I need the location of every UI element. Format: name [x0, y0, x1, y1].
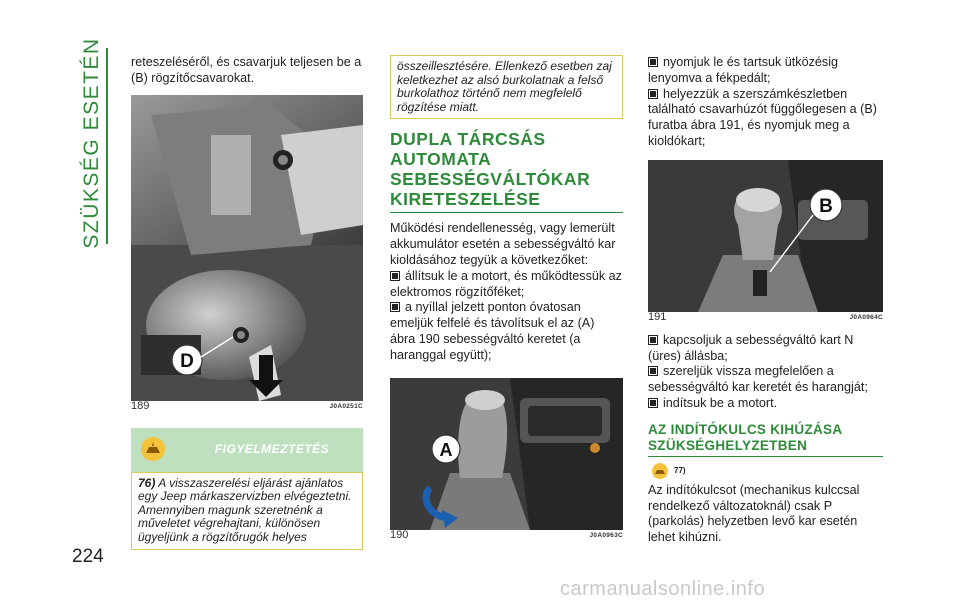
gear-shifter-photo: [390, 378, 623, 530]
step-bullet-icon: [648, 89, 658, 99]
figure-190: [390, 378, 623, 543]
figure-191: [648, 160, 883, 325]
section-rule: [106, 48, 108, 244]
step-item: a nyíllal jelzett ponton óvatosan emeljük felfelé és távolítsuk el az (A) ábra 190 sebességváltó keretet (a haranggal együtt);: [390, 300, 595, 362]
column-2: [390, 55, 623, 543]
step-bullet-icon: [648, 398, 658, 408]
figure-label: B: [819, 195, 833, 217]
warning-icon: [141, 437, 165, 461]
step-item: nyomjuk le és tartsuk ütközésig lenyomva a fékpedált;: [648, 55, 838, 85]
paragraph: reteszeléséről, és csavarjuk teljesen be a (B) rögzítőcsavarokat.: [131, 55, 362, 85]
step-item: helyezzük a szerszámkészletben található csavarhúzót függőlegesen a (B) furatba ábra 191, és nyomjuk meg a kioldókart;: [648, 86, 877, 148]
shifter-release-photo: [648, 160, 883, 312]
warning-ref: 77): [674, 465, 686, 475]
figure-caption: [390, 530, 623, 543]
step-bullet-icon: [648, 335, 658, 345]
warning-icon: [652, 463, 668, 479]
warning-text: A visszaszerelési eljárást ajánlatos egy Jeep márkaszervizben elvégeztetni. Amennyiben magunk szeretnénk a műveletet végrehajtani, különösen ügyeljünk a rögzítőrugók helyes: [138, 475, 352, 544]
figure-189: [131, 95, 363, 414]
step-bullet-icon: [390, 302, 400, 312]
step-bullet-icon: [648, 366, 658, 376]
section-heading: DUPLA TÁRCSÁS AUTOMATA SEBESSÉGVÁLTÓKAR KIRETESZELÉSE: [390, 129, 623, 213]
figure-number: 189: [131, 400, 150, 413]
figure-caption: [131, 401, 363, 414]
step-item: állítsuk le a motort, és működtessük az elektromos rögzítőféket;: [390, 268, 622, 299]
section-heading: AZ INDÍTÓKULCS KIHÚZÁSA SZÜKSÉGHELYZETBEN: [648, 422, 883, 457]
section-title: SZÜKSÉG ESETÉN: [80, 36, 103, 249]
figure-code: J0A0963C: [589, 532, 623, 540]
warning-reference: [652, 463, 883, 479]
figure-label: A: [439, 439, 453, 460]
figure-caption: [648, 312, 883, 325]
watermark: carmanualsonline.info: [560, 578, 766, 600]
figure-code: J0A0964C: [849, 314, 883, 322]
figure-label: D: [180, 350, 194, 372]
steering-column-photo: [131, 95, 363, 401]
warning-body: [131, 472, 363, 550]
figure-number: 190: [390, 529, 409, 542]
step-item: kapcsoljuk a sebességváltó kart N (üres) állásba;: [648, 332, 854, 363]
figure-code: J0A0251C: [329, 403, 363, 411]
figure-number: 191: [648, 311, 667, 324]
step-bullet-icon: [648, 57, 658, 67]
paragraph: Működési rendellenesség, vagy lemerült akkumulátor esetén a sebességváltó kar kioldásához tegyük a következőket:: [390, 221, 616, 267]
warning-title: FIGYELMEZTETÉS: [214, 441, 330, 456]
step-item: indítsuk be a motort.: [648, 396, 883, 412]
warning-continuation: összeillesztésére. Ellenkező esetben zaj keletkezhet az alsó burkolatnak a felső burkolathoz történő nem megfelelő rögzítése miatt.: [390, 55, 623, 119]
column-1: [131, 55, 363, 550]
warning-header: [131, 428, 363, 472]
step-item: szereljük vissza megfelelően a sebességváltó kar keretét és harangját;: [648, 364, 868, 395]
paragraph: Az indítókulcsot (mechanikus kulccsal rendelkező változatoknál) csak P (parkolás) helyzetben levő kar esetén lehet kihúzni.: [648, 482, 860, 545]
page-number: 224: [72, 546, 104, 567]
column-3: [648, 55, 883, 546]
warning-ref: 76): [138, 475, 156, 490]
step-bullet-icon: [390, 271, 400, 281]
